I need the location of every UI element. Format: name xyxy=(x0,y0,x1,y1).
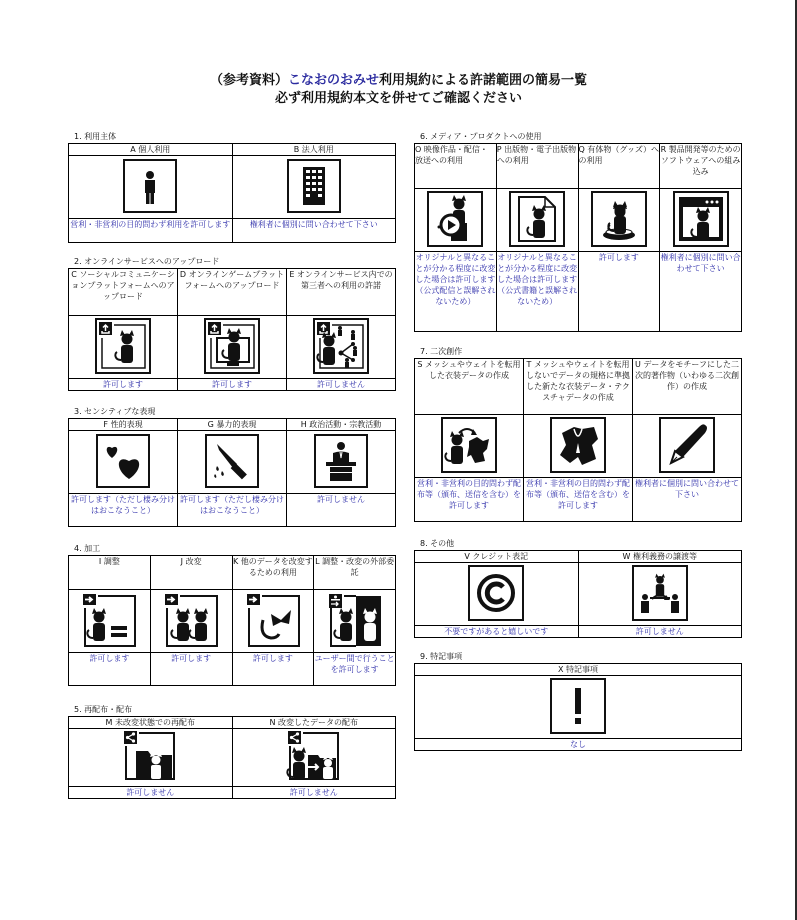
item-heading: U データをモチーフにした二次的著作物（いわゆる二次創作）の作成 xyxy=(633,359,742,415)
permission-note: 営利・非営利の目的問わず配布等（頒布、送信を含む）を許可します xyxy=(524,478,633,522)
share-third-party-icon xyxy=(313,318,369,374)
permission-note: 許可します xyxy=(69,653,151,686)
permission-table xyxy=(68,418,396,527)
section-special-notes xyxy=(414,651,742,751)
permission-note: 不要ですがあると嬉しいです xyxy=(415,626,579,638)
permission-note: ユーザー間で行うことを許可します xyxy=(314,653,396,686)
item-heading: B 法人利用 xyxy=(232,144,396,156)
permission-note: 営利・非営利の目的問わず配布等（頒布、送信を含む）を許可します xyxy=(415,478,524,522)
item-heading: V クレジット表記 xyxy=(415,551,579,563)
item-heading: J 改変 xyxy=(150,556,232,590)
building-icon xyxy=(287,159,341,213)
item-heading: W 権利義務の譲渡等 xyxy=(578,551,742,563)
transfer-rights-icon xyxy=(632,565,688,621)
icon-cell xyxy=(415,676,742,739)
permission-table xyxy=(68,143,396,243)
permission-note: 許可しません xyxy=(232,787,396,799)
permission-note: 許可します（ただし棲み分けはおこなうこと） xyxy=(178,494,287,527)
modify-icon xyxy=(163,592,219,648)
permission-note: 許可しません xyxy=(578,626,742,638)
permission-note: なし xyxy=(415,739,742,751)
upload-game-icon xyxy=(204,318,260,374)
section-usage-subject xyxy=(68,131,396,243)
permission-note: 許可します xyxy=(178,379,287,391)
icon-cell xyxy=(415,189,497,252)
icon-cell xyxy=(69,729,233,787)
item-heading: L 調整・改変の外部委託 xyxy=(314,556,396,590)
section-label: 2. オンラインサービスへのアップロード xyxy=(74,257,220,266)
permission-note: 許可します xyxy=(232,653,314,686)
adjust-icon xyxy=(81,592,137,648)
podium-icon xyxy=(314,434,368,488)
section-online-upload xyxy=(68,256,396,391)
permission-note: 許可します xyxy=(150,653,232,686)
icon-cell xyxy=(415,563,579,626)
icon-cell xyxy=(660,189,742,252)
icon-cell xyxy=(69,316,178,379)
item-heading: S メッシュやウェイトを転用した衣装データの作成 xyxy=(415,359,524,415)
icon-cell xyxy=(287,431,396,494)
person-icon xyxy=(123,159,177,213)
title-suffix: 利用規約による許諾範囲の簡易一覧 xyxy=(379,73,588,88)
icon-cell xyxy=(578,563,742,626)
section-derivative-works xyxy=(414,346,742,522)
icon-cell xyxy=(232,590,314,653)
item-heading: H 政治活動・宗教活動 xyxy=(287,419,396,431)
permission-note: 営利・非営利の目的問わず利用を許可します xyxy=(69,219,233,243)
icon-cell xyxy=(633,415,742,478)
item-heading: E オンラインサービス内での第三者への利用の許諾 xyxy=(287,269,396,316)
section-sensitive-expression xyxy=(68,406,396,527)
permission-table xyxy=(68,555,396,686)
item-heading: Q 有体物（グッズ）への利用 xyxy=(578,144,660,189)
item-heading: C ソーシャルコミュニケーションプラットフォームへのアップロード xyxy=(69,269,178,316)
permission-note: オリジナルと異なることが分かる程度に改変した場合は許可します（公式配信と誤解されないため） xyxy=(415,252,497,332)
exclamation-icon xyxy=(550,678,606,734)
item-heading: O 映像作品・配信・放送への利用 xyxy=(415,144,497,189)
item-heading: F 性的表現 xyxy=(69,419,178,431)
icon-cell xyxy=(69,590,151,653)
publication-icon xyxy=(509,191,565,247)
section-label: 5. 再配布・配布 xyxy=(74,705,133,714)
icon-cell xyxy=(232,156,396,219)
section-media-product xyxy=(414,131,742,332)
section-label: 3. センシティブな表現 xyxy=(74,407,156,416)
icon-cell xyxy=(178,316,287,379)
section-redistribution xyxy=(68,704,396,799)
hearts-icon xyxy=(96,434,150,488)
permission-note: 許可します（ただし棲み分けはおこなうこと） xyxy=(69,494,178,527)
permission-note: 権利者に個別に問い合わせて下さい xyxy=(660,252,742,332)
permission-table xyxy=(414,663,742,751)
video-icon xyxy=(427,191,483,247)
item-heading: R 製品開発等のためのソフトウェアへの組み込み xyxy=(660,144,742,189)
item-heading: T メッシュやウェイトを転用しないでデータの規格に準拠した新たな衣装データ・テクスチャデータの作成 xyxy=(524,359,633,415)
costume-icon xyxy=(550,417,606,473)
outsource-icon xyxy=(327,592,383,648)
item-heading: M 未改変状態での再配布 xyxy=(69,717,233,729)
icon-cell xyxy=(69,431,178,494)
document-title xyxy=(0,72,797,90)
section-processing xyxy=(68,543,396,686)
item-heading: P 出版物・電子出版物への利用 xyxy=(496,144,578,189)
icon-cell xyxy=(178,431,287,494)
permission-table xyxy=(414,358,742,522)
section-label: 8. その他 xyxy=(420,539,455,548)
costume-transfer-icon xyxy=(441,417,497,473)
title-prefix: （参考資料） xyxy=(209,73,288,88)
permission-note: 権利者に個別に問い合わせて下さい xyxy=(633,478,742,522)
item-heading: G 暴力的表現 xyxy=(178,419,287,431)
icon-cell xyxy=(578,189,660,252)
icon-cell xyxy=(150,590,232,653)
permission-note: 許可します xyxy=(69,379,178,391)
document-subtitle: 必ず利用規約本文を併せてご確認ください xyxy=(274,91,522,106)
parts-reuse-icon xyxy=(245,592,301,648)
icon-cell xyxy=(415,415,524,478)
icon-cell xyxy=(496,189,578,252)
figure-goods-icon xyxy=(591,191,647,247)
permission-note: 許可しません xyxy=(287,494,396,527)
section-label: 9. 特記事項 xyxy=(420,652,463,661)
section-label: 6. メディア・プロダクトへの使用 xyxy=(420,132,542,141)
permission-table xyxy=(414,550,742,638)
item-heading: N 改変したデータの配布 xyxy=(232,717,396,729)
permission-table xyxy=(68,716,396,799)
section-label: 4. 加工 xyxy=(74,544,101,553)
copyright-icon xyxy=(468,565,524,621)
section-label: 7. 二次創作 xyxy=(420,347,463,356)
permission-table xyxy=(68,268,396,391)
item-heading: X 特記事項 xyxy=(415,664,742,676)
icon-cell xyxy=(287,316,396,379)
icon-cell xyxy=(232,729,396,787)
software-icon xyxy=(673,191,729,247)
permission-note: 権利者に個別に問い合わせて下さい xyxy=(232,219,396,243)
title-brand: こなおのおみせ xyxy=(287,73,379,88)
icon-cell xyxy=(69,156,233,219)
item-heading: D オンラインゲームプラットフォームへのアップロード xyxy=(178,269,287,316)
section-other xyxy=(414,538,742,638)
pen-icon xyxy=(659,417,715,473)
item-heading: A 個人利用 xyxy=(69,144,233,156)
distribute-modified-icon xyxy=(286,729,342,783)
permission-table xyxy=(414,143,742,332)
knife-icon xyxy=(205,434,259,488)
upload-sns-icon xyxy=(95,318,151,374)
permission-note: 許可しません xyxy=(287,379,396,391)
redistribute-icon xyxy=(122,729,178,783)
item-heading: K 他のデータを改変するための利用 xyxy=(232,556,314,590)
icon-cell xyxy=(524,415,633,478)
item-heading: I 調整 xyxy=(69,556,151,590)
permission-note: オリジナルと異なることが分かる程度に改変した場合は許可します（公式書籍と誤解されないため） xyxy=(496,252,578,332)
permission-note: 許可します xyxy=(578,252,660,332)
icon-cell xyxy=(314,590,396,653)
section-label: 1. 利用主体 xyxy=(74,132,117,141)
permission-note: 許可しません xyxy=(69,787,233,799)
